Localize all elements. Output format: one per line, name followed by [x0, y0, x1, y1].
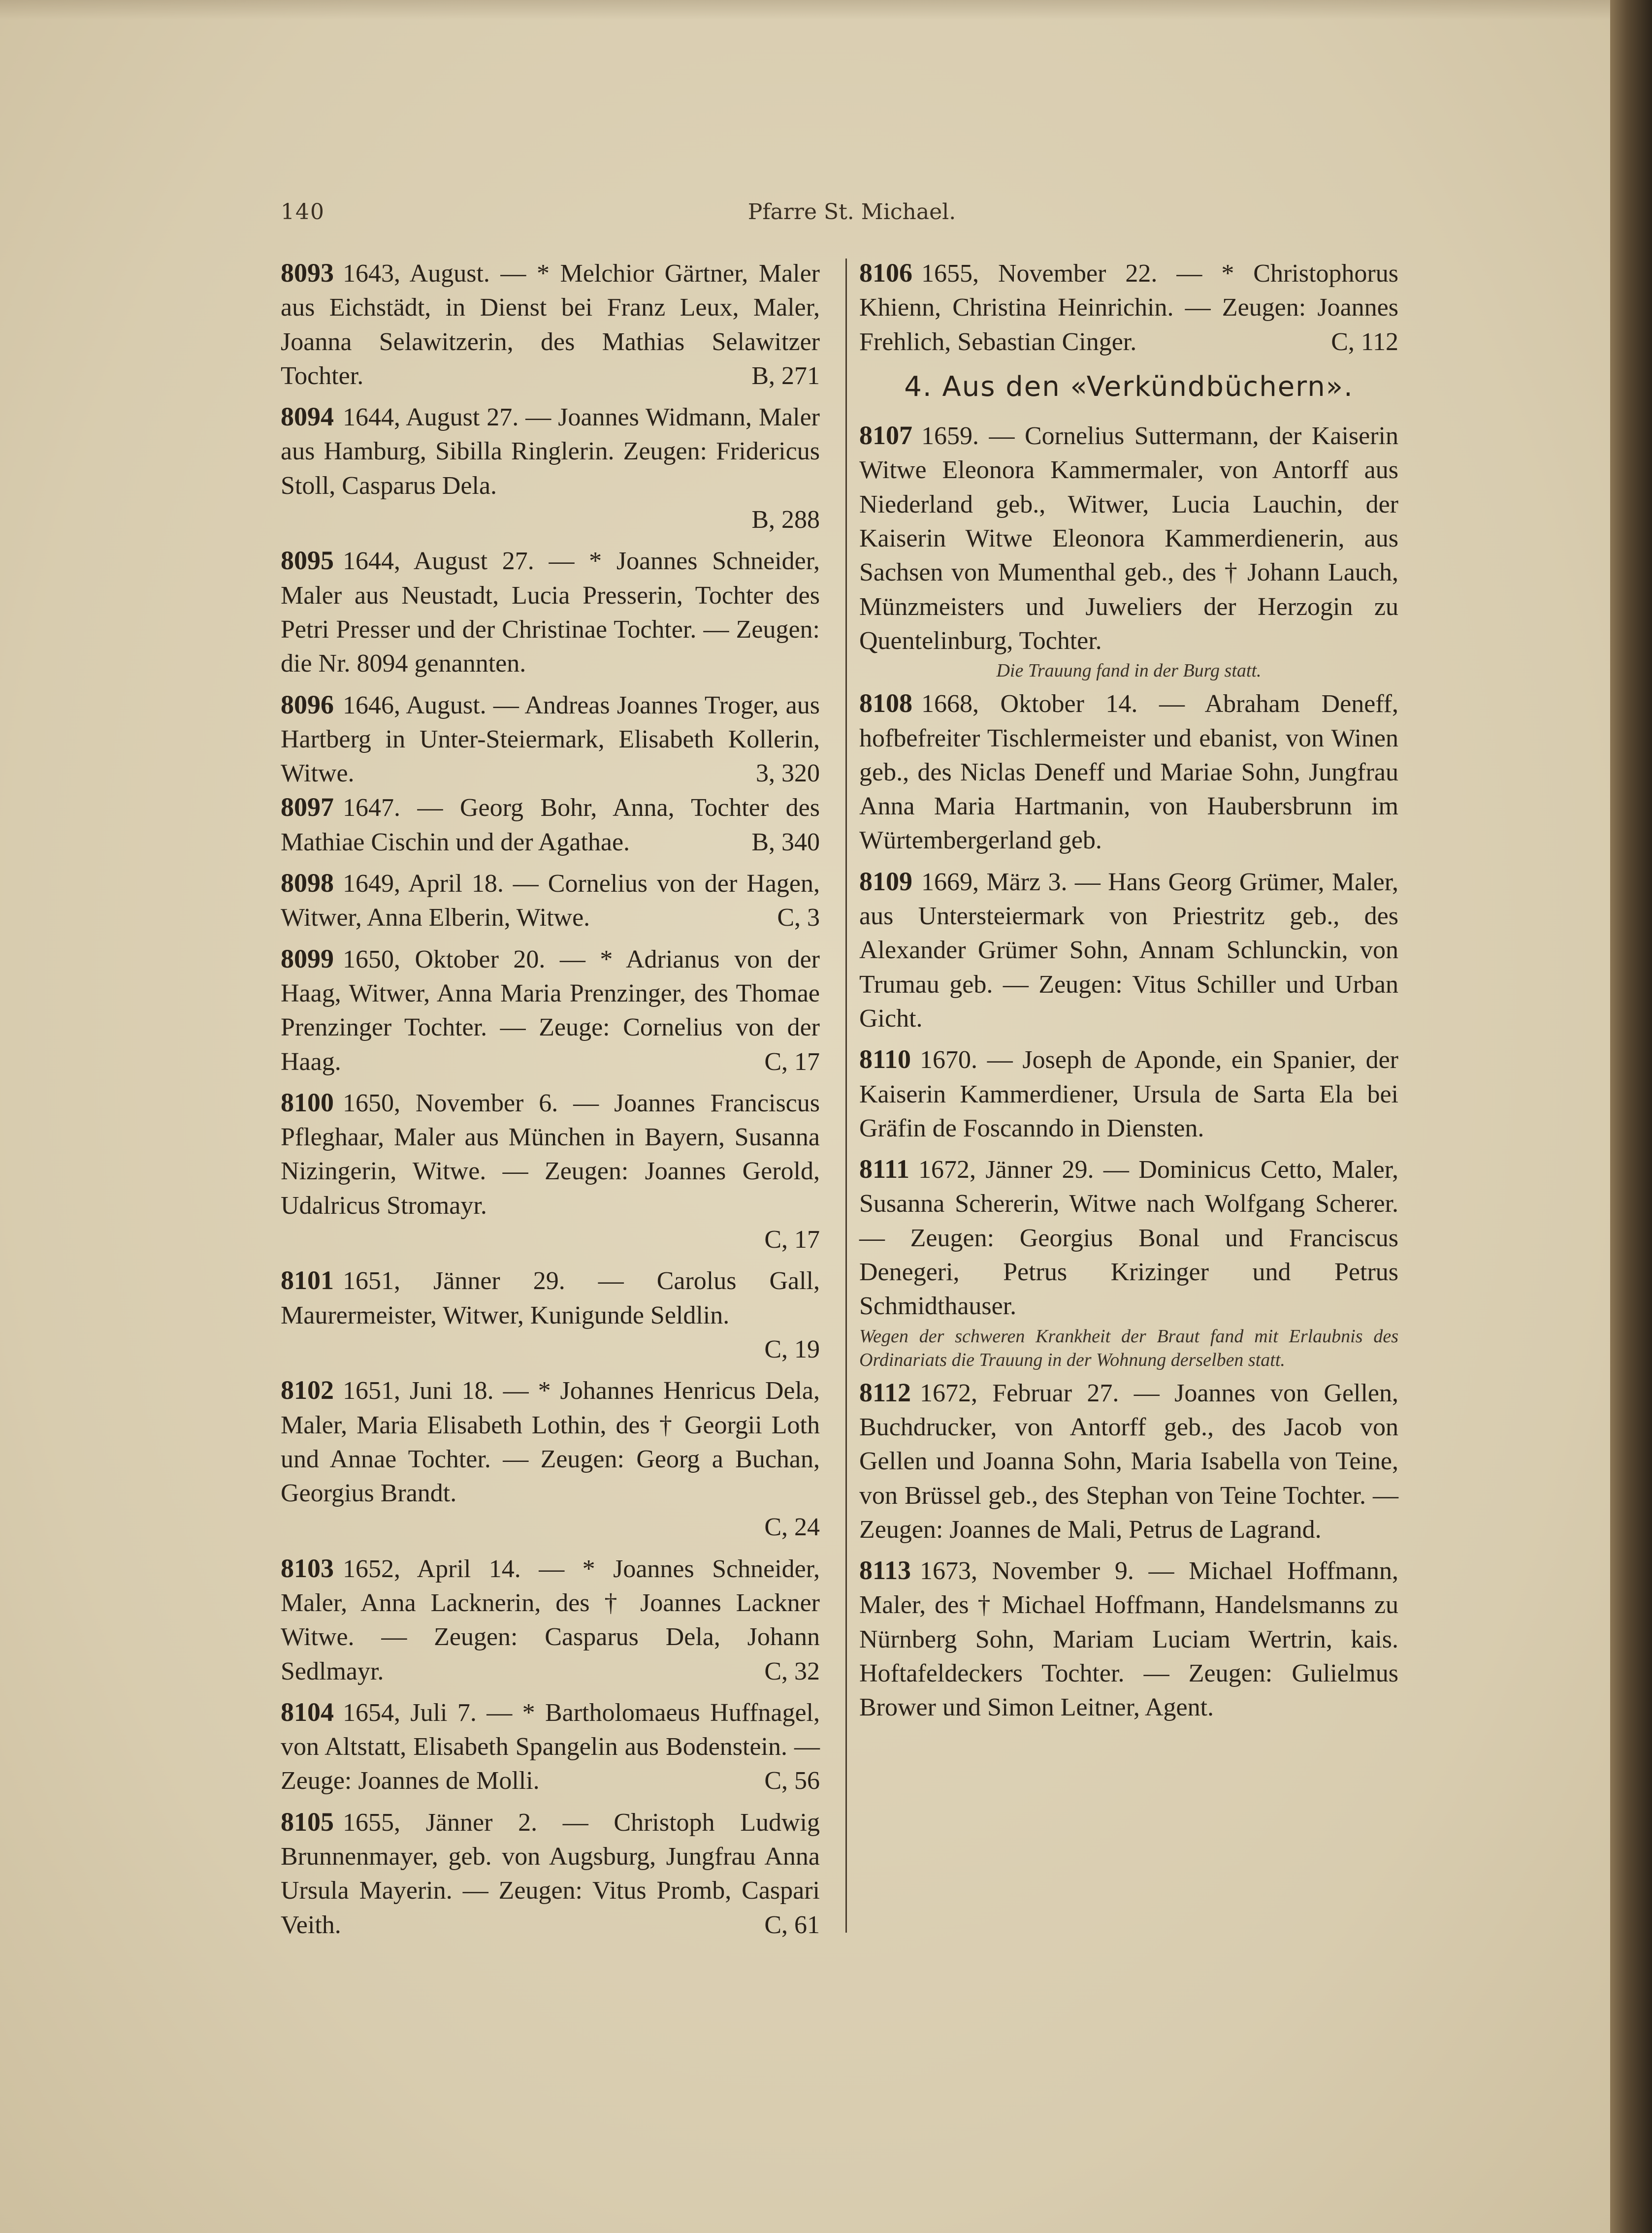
entry-reference: C, 112 [1331, 327, 1398, 356]
entry-text: 1646, August. — Andreas Joannes Troger, aus Hartberg in Unter-Steiermark, Elisabeth Kollerin, Witwe. [281, 691, 820, 788]
entry-8102 [281, 1373, 820, 1544]
entry-text: 1672, Februar 27. — Joannes von Gellen, Buchdrucker, von Antorff geb., des Jacob von Gellen und Joanna Sohn, Maria Isabella von Teine, von Brüssel geb., des Stephan von Teine Tochter. — Zeugen: Joannes de Mali, Petrus de Lagrand. [859, 1379, 1398, 1544]
entry-8093 [281, 256, 820, 393]
entry-8098 [281, 866, 820, 935]
entry-reference: 3, 320 [756, 759, 820, 788]
entry-8107 [859, 419, 1398, 658]
entry-text: 1668, Oktober 14. — Abraham Deneff, hofbefreiter Tischlermeister und ebanist, von Winen geb., des Niclas Deneff und Mariae Sohn, Jungfrau Anna Maria Hartmanin, von Haubersbrunn im Würtembergerland geb. [859, 690, 1398, 855]
entry-reference: C, 17 [764, 1226, 820, 1254]
column-divider [845, 259, 847, 1933]
entry-reference: B, 288 [751, 506, 820, 534]
entry-reference: B, 340 [751, 828, 820, 856]
entry-reference: B, 271 [751, 361, 820, 390]
entry-reference: C, 19 [764, 1335, 820, 1363]
entry-text: 1647. — Georg Bohr, Anna, Tochter des Mathiae Cischin und der Agathae. [281, 794, 820, 856]
entry-number: 8099 [281, 943, 334, 973]
entry-8105 [281, 1805, 820, 1942]
entry-text: 1655, November 22. — * Christophorus Khienn, Christina Heinrichin. — Zeugen: Joannes Frehlich, Sebastian Cinger. [859, 259, 1398, 356]
entry-reference: C, 24 [764, 1513, 820, 1542]
entry-8104 [281, 1695, 820, 1798]
entry-8096 [281, 688, 820, 791]
entry-text: 1652, April 14. — * Joannes Schneider, Maler, Anna Lacknerin, des † Joannes Lackner Witwe. — Zeugen: Casparus Dela, Johann Sedlmayr. [281, 1554, 820, 1685]
entry-number: 8103 [281, 1553, 334, 1583]
entry-text: 1644, August 27. — Joannes Widmann, Maler aus Hamburg, Sibilla Ringlerin. Zeugen: Fridericus Stoll, Casparus Dela. [281, 403, 820, 500]
entry-number: 8112 [859, 1377, 911, 1407]
entry-reference: C, 3 [777, 904, 820, 932]
entry-number: 8109 [859, 866, 912, 896]
entry-number: 8094 [281, 402, 334, 432]
entry-number: 8096 [281, 689, 334, 719]
entry-number: 8110 [859, 1044, 911, 1074]
entry-note: Wegen der schweren Krankheit der Braut fand mit Erlaubnis des Ordinariats die Trauung in der Wohnung derselben statt. [859, 1326, 1398, 1370]
entry-reference: C, 32 [764, 1657, 820, 1685]
left-column [281, 256, 820, 1942]
entry-8103 [281, 1552, 820, 1688]
entry-text: 1651, Jänner 29. — Carolus Gall, Maurermeister, Witwer, Kunigunde Seldlin. [281, 1267, 820, 1329]
entry-8110 [859, 1042, 1398, 1145]
entry-text: 1644, August 27. — * Joannes Schneider, Maler aus Neustadt, Lucia Presserin, Tochter des Petri Presser und der Christinae Tochter. — Zeugen: die Nr. 8094 genannten. [281, 547, 820, 678]
entry-number: 8098 [281, 868, 334, 898]
entry-8097 [281, 790, 820, 859]
entry-text: 1672, Jänner 29. — Dominicus Cetto, Maler, Susanna Schererin, Witwe nach Wolfgang Scherer. — Zeugen: Georgius Bonal und Franciscus Denegeri, Petrus Krizinger und Petrus Schmidthauser. [859, 1156, 1398, 1321]
entry-text: 1643, August. — * Melchior Gärtner, Maler aus Eichstädt, in Dienst bei Franz Leux, Maler, Joanna Selawitzerin, des Mathias Selawitzer Tochter. [281, 259, 820, 390]
entry-number: 8104 [281, 1697, 334, 1727]
entry-number: 8093 [281, 258, 334, 288]
entry-number: 8097 [281, 792, 334, 822]
page-number: 140 [281, 199, 325, 225]
entry-text: 1651, Juni 18. — * Johannes Henricus Dela, Maler, Maria Elisabeth Lothin, des † Georgii Loth und Annae Tochter. — Zeugen: Georg a Buchan, Georgius Brandt. [281, 1377, 820, 1508]
entry-number: 8105 [281, 1807, 334, 1837]
entry-8100 [281, 1086, 820, 1257]
entry-number: 8100 [281, 1087, 334, 1117]
entry-number: 8106 [859, 258, 912, 288]
binding-edge [1610, 0, 1652, 2233]
entry-text: 1655, Jänner 2. — Christoph Ludwig Brunnenmayer, geb. von Augsburg, Jungfrau Anna Ursula Mayerin. — Zeugen: Vitus Promb, Caspari Veith. [281, 1808, 820, 1939]
running-title: Pfarre St. Michael. [747, 199, 956, 225]
entry-text: 1650, Oktober 20. — * Adrianus von der Haag, Witwer, Anna Maria Prenzinger, des Thomae Prenzinger Tochter. — Zeuge: Cornelius von der Haag. [281, 945, 820, 1076]
entry-8095 [281, 544, 820, 680]
entry-reference: C, 17 [764, 1047, 820, 1076]
entry-reference: C, 61 [764, 1910, 820, 1939]
entry-text: 1659. — Cornelius Suttermann, der Kaiserin Witwe Eleonora Kammermaler, von Antorff aus Niederland geb., Witwer, Lucia Lauchin, der Kaiserin Witwe Eleonora Kammerdienerin, aus Sachsen von Mumenthal geb., des † Johann Lauch, Münzmeisters und Juweliers der Herzogin zu Quentelinburg, Tochter. [859, 422, 1398, 655]
entry-8101 [281, 1263, 820, 1366]
entry-reference: C, 56 [764, 1767, 820, 1795]
section-heading: 4. Aus den «Verkündbüchern». [904, 370, 1354, 403]
entry-text: 1649, April 18. — Cornelius von der Hagen, Witwer, Anna Elberin, Witwe. [281, 870, 820, 932]
entry-8109 [859, 865, 1398, 1036]
entry-text: 1670. — Joseph de Aponde, ein Spanier, der Kaiserin Kammerdiener, Ursula de Sarta Ela bei Gräfin de Foscanndo in Diensten. [859, 1046, 1398, 1142]
entry-8106 [859, 256, 1398, 359]
entry-8108 [859, 686, 1398, 857]
entry-8094 [281, 400, 820, 537]
entry-8099 [281, 942, 820, 1079]
entry-text: 1669, März 3. — Hans Georg Grümer, Maler, aus Untersteiermark von Priestritz geb., des Alexander Grümer Sohn, Annam Schlunckin, von Trumau geb. — Zeugen: Vitus Schiller und Urban Gicht. [859, 868, 1398, 1033]
page-shadow [0, 0, 1610, 20]
entry-note: Die Trauung fand in der Burg statt. [996, 660, 1262, 681]
entry-number: 8113 [859, 1555, 911, 1586]
entry-number: 8108 [859, 688, 912, 718]
entry-8113 [859, 1553, 1398, 1724]
entry-text: 1650, November 6. — Joannes Franciscus Pfleghaar, Maler aus München in Bayern, Susanna Nizingerin, Witwe. — Zeugen: Joannes Gerold, Udalricus Stromayr. [281, 1089, 820, 1220]
page-header [281, 199, 1423, 234]
entry-number: 8102 [281, 1375, 334, 1405]
entry-number: 8111 [859, 1154, 910, 1184]
entry-text: 1673, November 9. — Michael Hoffmann, Maler, des † Michael Hoffmann, Handelsmanns zu Nürnberg Sohn, Mariam Luciam Wertrin, kais. Hoftafeldeckers Tochter. — Zeugen: Gulielmus Brower und Simon Leitner, Agent. [859, 1557, 1398, 1722]
right-column [859, 256, 1398, 1725]
entry-number: 8101 [281, 1265, 334, 1295]
entry-text: 1654, Juli 7. — * Bartholomaeus Huffnagel, von Altstatt, Elisabeth Spangelin aus Bodenstein. — Zeuge: Joannes de Molli. [281, 1698, 820, 1795]
entry-number: 8107 [859, 421, 912, 451]
entry-8111 [859, 1152, 1398, 1323]
entry-8112 [859, 1376, 1398, 1547]
entry-number: 8095 [281, 546, 334, 576]
